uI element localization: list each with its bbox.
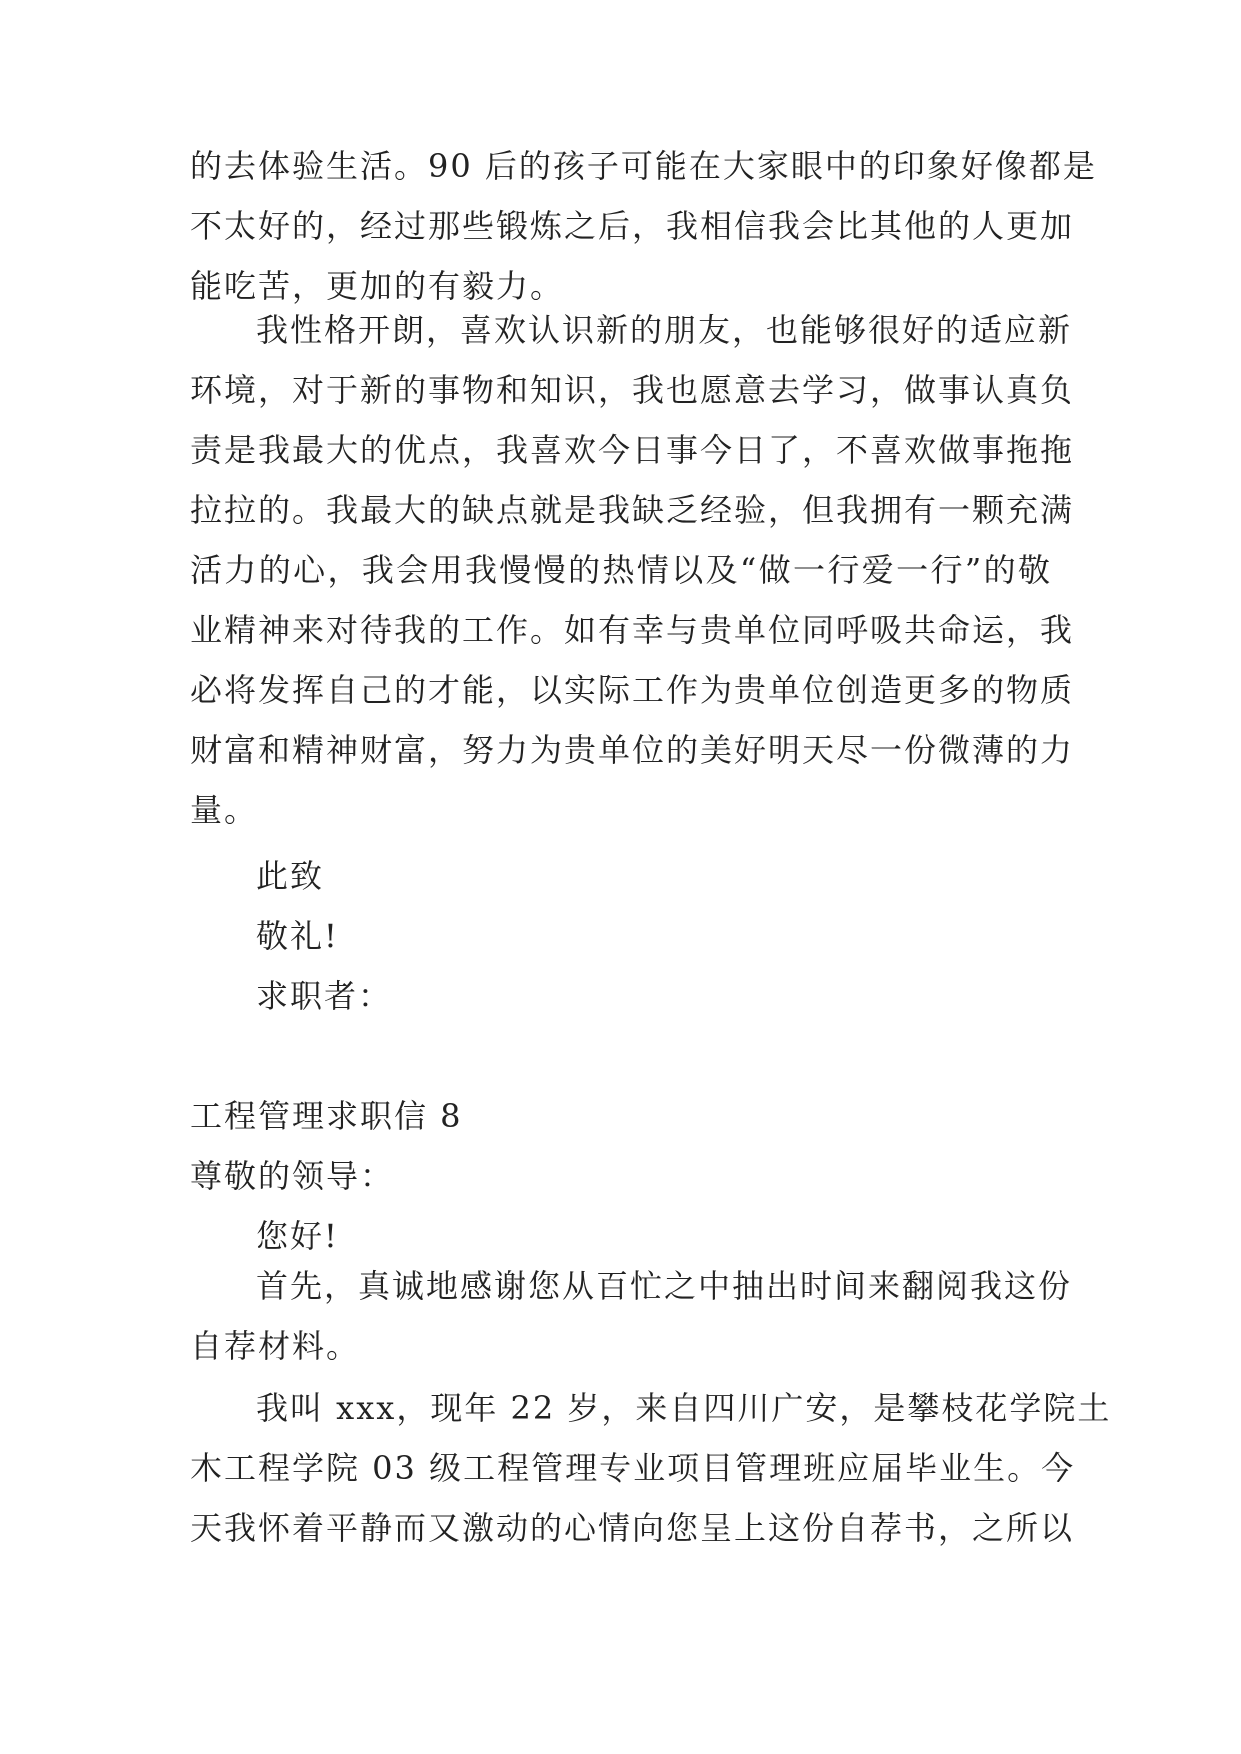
paragraph-line: 责是我最大的优点，我喜欢今日事今日了，不喜欢做事拖拖 [190, 431, 1075, 469]
letter8-header [190, 1086, 1052, 1266]
salutation: 尊敬的领导： [190, 1157, 395, 1195]
paragraph-line: 业精神来对待我的工作。如有幸与贵单位同呼吸共命运，我 [190, 611, 1075, 649]
paragraph-line: 能吃苦，更加的有毅力。 [190, 267, 565, 305]
paragraph-line: 环境，对于新的事物和知识，我也愿意去学习，做事认真负 [190, 371, 1075, 409]
applicant-signature-label: 求职者： [256, 977, 393, 1015]
closing-salute: 敬礼! [256, 917, 339, 955]
paragraph-line: 拉拉的。我最大的缺点就是我缺乏经验，但我拥有一颗充满 [190, 491, 1075, 529]
paragraph-line: 天我怀着平静而又激动的心情向您呈上这份自荐书，之所以 [190, 1509, 1075, 1547]
paragraph-line: 我叫 xxx，现年 22 岁，来自四川广安，是攀枝花学院土 [256, 1389, 1112, 1427]
personality-paragraph [190, 300, 1075, 840]
paragraph-line: 活力的心，我会用我慢慢的热情以及“做一行爱一行”的敬 [190, 551, 1052, 589]
paragraph-line: 首先，真诚地感谢您从百忙之中抽出时间来翻阅我这份 [256, 1267, 1073, 1305]
letter8-paragraph-2 [190, 1378, 1112, 1558]
letter-closing [190, 846, 1052, 1026]
letter-title: 工程管理求职信 8 [190, 1097, 463, 1135]
paragraph-line: 的去体验生活。90 后的孩子可能在大家眼中的印象好像都是 [190, 147, 1097, 185]
paragraph-line: 自荐材料。 [190, 1327, 361, 1365]
greeting: 您好! [256, 1217, 339, 1255]
paragraph-line: 必将发挥自己的才能，以实际工作为贵单位创造更多的物质 [190, 671, 1075, 709]
continuation-paragraph [190, 136, 1097, 316]
paragraph-line: 不太好的，经过那些锻炼之后，我相信我会比其他的人更加 [190, 207, 1075, 245]
paragraph-line: 我性格开朗，喜欢认识新的朋友，也能够很好的适应新 [256, 311, 1073, 349]
closing-regards: 此致 [256, 857, 325, 895]
letter8-paragraph-1 [190, 1256, 1073, 1376]
paragraph-line: 财富和精神财富，努力为贵单位的美好明天尽一份微薄的力 [190, 731, 1075, 769]
paragraph-line: 量。 [190, 791, 259, 829]
paragraph-line: 木工程学院 03 级工程管理专业项目管理班应届毕业生。今 [190, 1449, 1076, 1487]
